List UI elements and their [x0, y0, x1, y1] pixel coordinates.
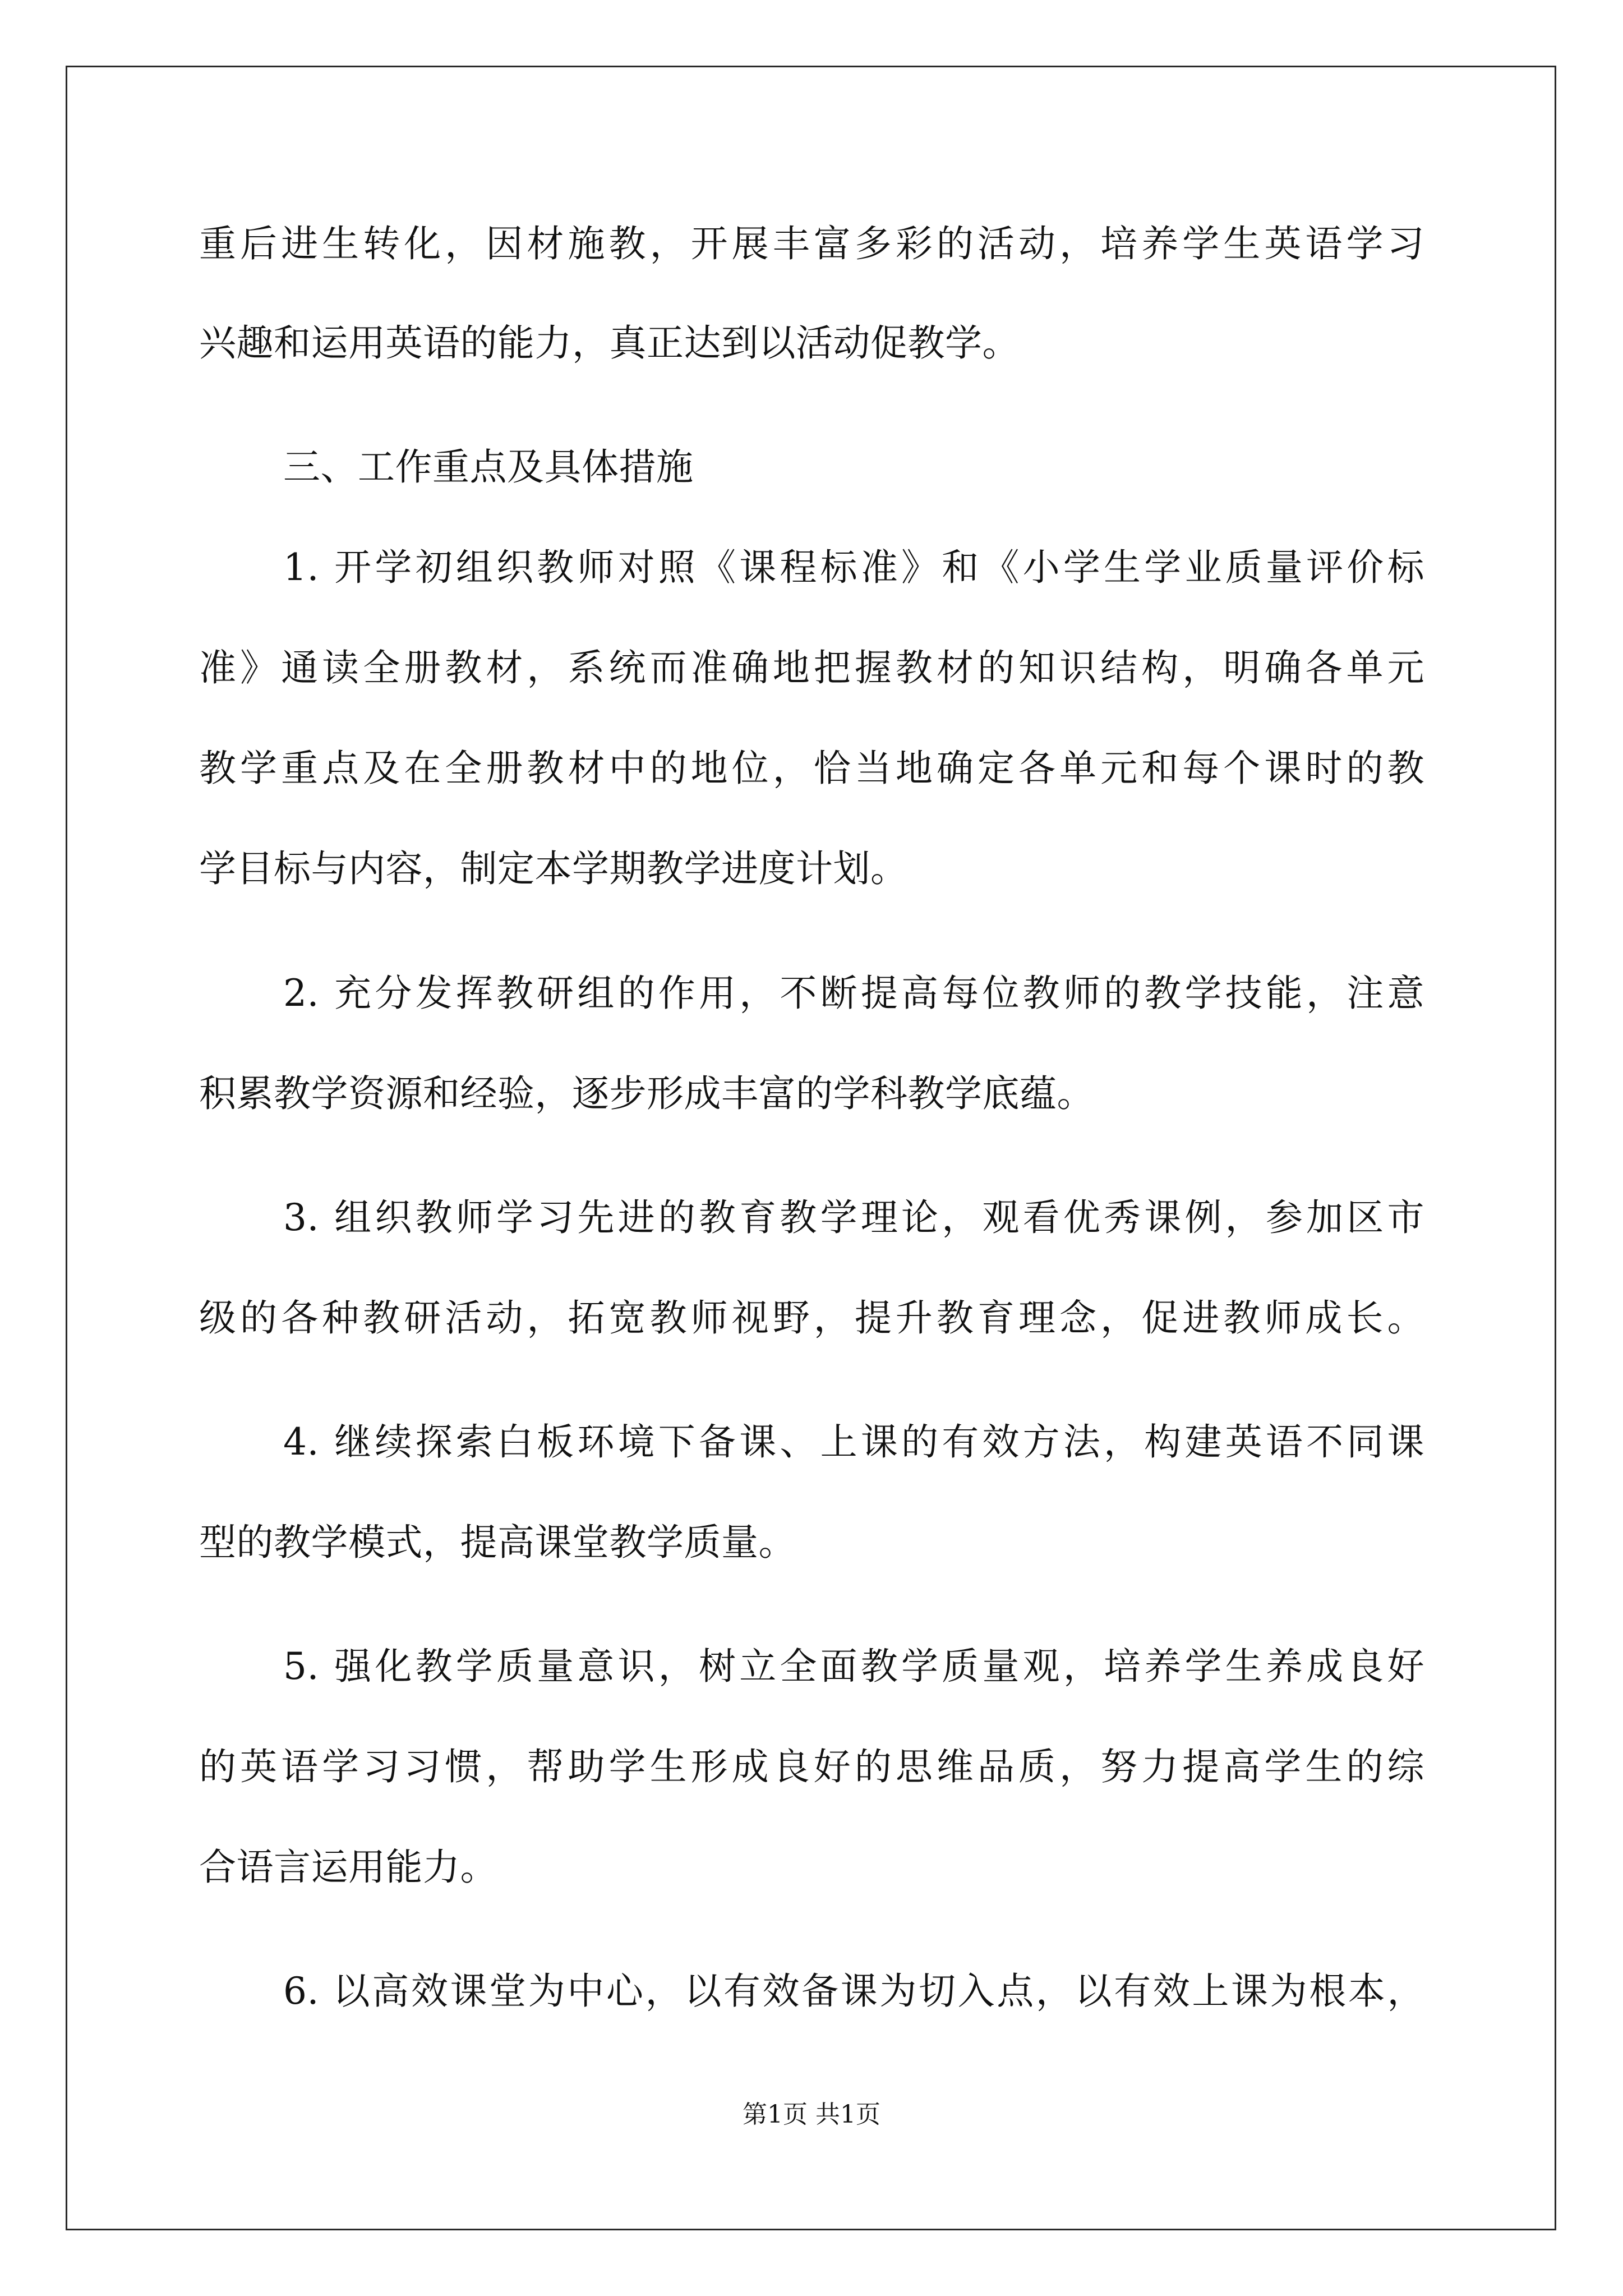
paragraph-line: 级的各种教研活动，拓宽教师视野，提升教育理念，促进教师成长。 — [199, 1296, 1424, 1340]
paragraph-line: 1. 开学初组织教师对照《课程标准》和《小学生学业质量评价标 — [283, 546, 1424, 589]
paragraph-line: 6. 以高效课堂为中心，以有效备课为切入点，以有效上课为根本， — [283, 1970, 1424, 2013]
page-footer: 第1页 共1页 — [743, 2100, 880, 2129]
paragraph-line: 重后进生转化，因材施教，开展丰富多彩的活动，培养学生英语学习 — [199, 222, 1424, 265]
paragraph-line: 型的教学模式，提高课堂教学质量。 — [199, 1521, 796, 1564]
paragraph-line: 5. 强化教学质量意识，树立全面教学质量观，培养学生养成良好 — [283, 1645, 1424, 1688]
paragraph-line: 的英语学习习惯，帮助学生形成良好的思维品质，努力提高学生的综 — [199, 1745, 1424, 1788]
paragraph-line: 积累教学资源和经验，逐步形成丰富的学科教学底蕴。 — [199, 1072, 1094, 1115]
paragraph-line: 教学重点及在全册教材中的地位，恰当地确定各单元和每个课时的教 — [199, 747, 1424, 790]
paragraph-line: 准》通读全册教材，系统而准确地把握教材的知识结构，明确各单元 — [199, 646, 1424, 689]
page-border — [66, 66, 1556, 2230]
paragraph-line: 兴趣和运用英语的能力，真正达到以活动促教学。 — [199, 321, 1020, 365]
paragraph-line: 3. 组织教师学习先进的教育教学理论，观看优秀课例，参加区市 — [283, 1196, 1424, 1239]
paragraph-line: 2. 充分发挥教研组的作用，不断提高每位教师的教学技能，注意 — [283, 972, 1424, 1015]
paragraph-line: 学目标与内容，制定本学期教学进度计划。 — [199, 847, 908, 890]
paragraph-line: 4. 继续探索白板环境下备课、上课的有效方法，构建英语不同课 — [283, 1420, 1424, 1464]
paragraph-line: 合语言运用能力。 — [199, 1846, 497, 1889]
section-heading: 三、工作重点及具体措施 — [283, 445, 694, 489]
